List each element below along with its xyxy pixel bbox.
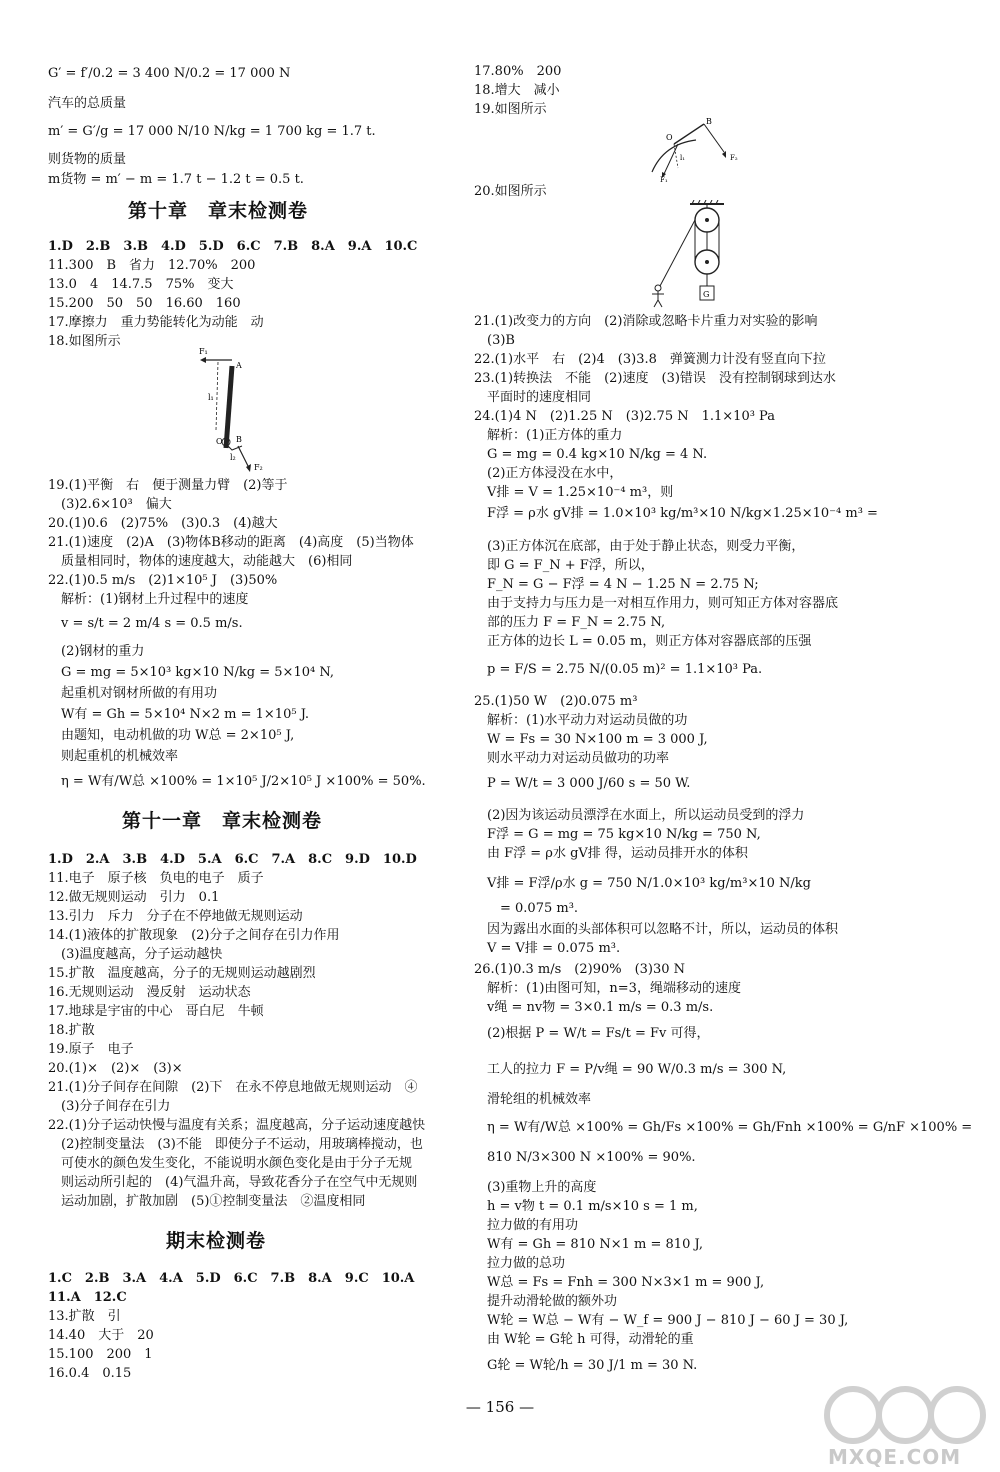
answer-line: 20.(1)0.6 (2)75% (3)0.3 (4)越大 [48, 516, 278, 531]
fig18-label: O [216, 437, 223, 446]
watermark-text: MXQE.COM [828, 1445, 962, 1469]
section-title-final: 期末检测卷 [166, 1230, 267, 1252]
answer-line: 即 G = F_N + F浮，所以， [474, 558, 654, 573]
answer-line: 由 W轮 = G轮 h 可得，动滑轮的重 [474, 1332, 694, 1347]
answer-line: G = mg = 5×10³ kg×10 N/kg = 5×10⁴ N, [48, 665, 334, 680]
answer-line: 24.(1)4 N (2)1.25 N (3)2.75 N 1.1×10³ Pa [474, 409, 775, 424]
answer-line: 16.0.4 0.15 [48, 1366, 132, 1381]
answer-line: h = v物 t = 0.1 m/s×10 s = 1 m, [474, 1199, 698, 1214]
answer-line: 解析：(1)钢材上升过程中的速度 [48, 592, 249, 607]
answer-line: (3)2.6×10³ 偏大 [48, 497, 172, 512]
answer-line: V排 = F浮/ρ水 g = 750 N/1.0×10³ kg/m³×10 N/kg [474, 876, 811, 891]
answer-line: 22.(1)分子运动快慢与温度有关系；温度越高，分子运动速度越快 [48, 1118, 426, 1133]
answer-line: (3)正方体沉在底部，由于处于静止状态，则受力平衡， [474, 539, 805, 554]
text-line: 汽车的总质量 [48, 96, 127, 111]
answer-line: W = Fs = 30 N×100 m = 3 000 J, [474, 732, 708, 747]
fig18-label: F₂ [254, 463, 263, 472]
answer-line: 平面时的速度相同 [474, 390, 592, 405]
answer-line: (3)重物上升的高度 [474, 1180, 597, 1195]
answer-line: 23.(1)转换法 不能 (2)速度 (3)错误 没有控制钢球到达水 [474, 371, 836, 386]
answer-line: (3)B [474, 333, 515, 348]
lever-figure-19 [644, 114, 754, 184]
text-line: m货物 = m′ − m = 1.7 t − 1.2 t = 0.5 t. [48, 172, 304, 187]
section-title-ch10: 第十章 章末检测卷 [128, 200, 309, 222]
answer-line: 由题知，电动机做的功 W总 = 2×10⁵ J, [48, 728, 295, 743]
fig18-label: l₂ [230, 453, 236, 462]
text-line: m′ = G′/g = 17 000 N/10 N/kg = 1 700 kg = 1.7 t. [48, 124, 376, 139]
answer-line: 1.C 2.B 3.A 4.A 5.D 6.C 7.B 8.A 9.C 10.A [48, 1271, 415, 1286]
answer-line: v绳 = nv物 = 3×0.1 m/s = 0.3 m/s. [474, 1000, 714, 1015]
answer-line: V排 = V = 1.25×10⁻⁴ m³，则 [474, 485, 674, 500]
answer-line: 则水平动力对运动员做功的功率 [474, 751, 670, 766]
answer-line: 16.无规则运动 漫反射 运动状态 [48, 985, 251, 1000]
lever-figure-18 [198, 346, 288, 474]
answer-line: 则起重机的机械效率 [48, 749, 179, 764]
answer-line: 14.40 大于 20 [48, 1328, 154, 1343]
answer-line: 17.80% 200 [474, 64, 562, 79]
answer-line: 19.如图所示 [474, 102, 547, 117]
answer-line: 15.200 50 50 16.60 160 [48, 296, 241, 311]
answer-line: η = W有/W总 ×100% = Gh/Fs ×100% = Gh/Fnh ×100% = G/nF ×100% = [474, 1120, 973, 1135]
answer-line: p = F/S = 2.75 N/(0.05 m)² = 1.1×10³ Pa. [474, 662, 763, 677]
answer-line: V = V排 = 0.075 m³. [474, 941, 621, 956]
answer-line: 19.(1)平衡 右 便于测量力臂 (2)等于 [48, 478, 288, 493]
answer-line: 17.地球是宇宙的中心 哥白尼 牛顿 [48, 1004, 264, 1019]
answer-line: 1.D 2.B 3.B 4.D 5.D 6.C 7.B 8.A 9.A 10.C [48, 239, 418, 254]
answer-line: 拉力做的总功 [474, 1256, 566, 1271]
answer-line: 正方体的边长 L = 0.05 m，则正方体对容器底部的压强 [474, 634, 812, 649]
answer-line: 18.增大 减小 [474, 83, 560, 98]
answer-line: G = mg = 0.4 kg×10 N/kg = 4 N. [474, 447, 708, 462]
answer-line: F浮 = ρ水 gV排 = 1.0×10³ kg/m³×10 N/kg×1.25×10⁻⁴ m³ = [474, 506, 878, 521]
fig19-label: F₂ [730, 154, 738, 162]
answer-line: 则运动所引起的 (4)气温升高，导致花香分子在空气中无规则 [48, 1175, 418, 1190]
answer-line: P = W/t = 3 000 J/60 s = 50 W. [474, 776, 691, 791]
answer-line: 26.(1)0.3 m/s (2)90% (3)30 N [474, 962, 686, 977]
answer-line: 13.0 4 14.7.5 75% 变大 [48, 277, 234, 292]
fig19-label: F₁ [660, 176, 668, 184]
answer-line: (3)温度越高，分子运动越快 [48, 947, 223, 962]
answer-line: (2)钢材的重力 [48, 644, 145, 659]
answer-line: v = s/t = 2 m/4 s = 0.5 m/s. [48, 616, 243, 631]
answer-line: 由 F浮 = ρ水 gV排 得，运动员排开水的体积 [474, 846, 748, 861]
answer-line: 提升动滑轮做的额外功 [474, 1294, 618, 1309]
answer-line: 21.(1)速度 (2)A (3)物体B移动的距离 (4)高度 (5)当物体 [48, 535, 414, 550]
answer-line: W轮 = W总 − W有 − W_f = 900 J − 810 J − 60 J = 30 J, [474, 1313, 849, 1328]
text-line: 则货物的质量 [48, 152, 127, 167]
fig20-label: G [703, 290, 710, 299]
answer-line: 部的压力 F = F_N = 2.75 N, [474, 615, 666, 630]
fig19-label: l₁ [680, 154, 686, 162]
answer-line: 21.(1)分子间存在间隙 (2)下 在永不停息地做无规则运动 ④ [48, 1080, 418, 1095]
answer-line: 解析：(1)由图可知，n=3，绳端移动的速度 [474, 981, 741, 996]
answer-line: 可使水的颜色发生变化，不能说明水颜色变化是由于分子无规 [48, 1156, 413, 1171]
section-title-ch11: 第十一章 章末检测卷 [122, 810, 323, 832]
answer-line: 15.100 200 1 [48, 1347, 153, 1362]
fig18-label: F₁ [199, 347, 208, 356]
answer-line: 18.如图所示 [48, 334, 121, 349]
answer-line: 1.D 2.A 3.B 4.D 5.A 6.C 7.A 8.C 9.D 10.D [48, 852, 417, 867]
fig18-label: l₁ [208, 393, 214, 402]
fig19-label: B [706, 117, 712, 126]
answer-line: 质量相同时，物体的速度越大，动能越大 (6)相同 [48, 554, 353, 569]
answer-line: = 0.075 m³. [474, 901, 579, 916]
pulley-figure-20 [644, 200, 754, 308]
answer-line: 由于支持力与压力是一对相互作用力，则可知正方体对容器底 [474, 596, 839, 611]
answer-line: 17.摩擦力 重力势能转化为动能 动 [48, 315, 264, 330]
answer-line: 解析：(1)水平动力对运动员做的功 [474, 713, 688, 728]
answer-line: 因为露出水面的头部体积可以忽略不计，所以，运动员的体积 [474, 922, 839, 937]
answer-line: 13.引力 斥力 分子在不停地做无规则运动 [48, 909, 303, 924]
answer-line: 拉力做的有用功 [474, 1218, 579, 1233]
answer-line: 22.(1)水平 右 (2)4 (3)3.8 弹簧测力计没有竖直向下拉 [474, 352, 826, 367]
answer-line: 运动加剧，扩散加剧 (5)①控制变量法 ②温度相同 [48, 1194, 366, 1209]
answer-line: 12.做无规则运动 引力 0.1 [48, 890, 220, 905]
answer-line: 810 N/3×300 N ×100% = 90%. [474, 1150, 696, 1165]
answer-line: 14.(1)液体的扩散现象 (2)分子之间存在引力作用 [48, 928, 340, 943]
page-number: — 156 — [465, 1398, 535, 1416]
fig19-label: O [666, 133, 673, 142]
text-line: G′ = f′/0.2 = 3 400 N/0.2 = 17 000 N [48, 66, 291, 81]
answer-line: 工人的拉力 F = P/v绳 = 90 W/0.3 m/s = 300 N, [474, 1062, 787, 1077]
fig18-label: A [236, 361, 242, 370]
answer-line: G轮 = W轮/h = 30 J/1 m = 30 N. [474, 1358, 698, 1373]
answer-line: (3)分子间存在引力 [48, 1099, 171, 1114]
answer-line: (2)正方体浸没在水中， [474, 466, 623, 481]
answer-line: 15.扩散 温度越高，分子的无规则运动越剧烈 [48, 966, 316, 981]
answer-line: 19.原子 电子 [48, 1042, 134, 1057]
answer-line: 21.(1)改变力的方向 (2)消除或忽略卡片重力对实验的影响 [474, 314, 818, 329]
answer-line: W有 = Gh = 810 N×1 m = 810 J, [474, 1237, 704, 1252]
answer-line: W有 = Gh = 5×10⁴ N×2 m = 1×10⁵ J. [48, 707, 310, 722]
answer-line: F_N = G − F浮 = 4 N − 1.25 N = 2.75 N; [474, 577, 759, 592]
answer-line: (2)因为该运动员漂浮在水面上，所以运动员受到的浮力 [474, 808, 805, 823]
answer-line: 11.A 12.C [48, 1290, 127, 1305]
answer-line: 起重机对钢材所做的有用功 [48, 686, 218, 701]
answer-line: 25.(1)50 W (2)0.075 m³ [474, 694, 638, 709]
answer-line: η = W有/W总 ×100% = 1×10⁵ J/2×10⁵ J ×100% = 50%. [48, 774, 426, 789]
answer-line: (2)根据 P = W/t = Fs/t = Fv 可得， [474, 1026, 710, 1041]
answer-line: 18.扩散 [48, 1023, 95, 1038]
answer-line: 滑轮组的机械效率 [474, 1092, 592, 1107]
answer-line: (2)控制变量法 (3)不能 即使分子不运动，用玻璃棒搅动，也 [48, 1137, 423, 1152]
answer-line: 20.(1)× (2)× (3)× [48, 1061, 183, 1076]
answer-line: 解析：(1)正方体的重力 [474, 428, 623, 443]
fig18-label: B [236, 435, 242, 444]
answer-line: 22.(1)0.5 m/s (2)1×10⁵ J (3)50% [48, 573, 278, 588]
answer-line: 20.如图所示 [474, 184, 547, 199]
answer-line: 13.扩散 引 [48, 1309, 121, 1324]
answer-line: 11.300 B 省力 12.70% 200 [48, 258, 256, 273]
answer-line: 11.电子 原子核 负电的电子 质子 [48, 871, 264, 886]
answer-line: W总 = Fs = Fnh = 300 N×3×1 m = 900 J, [474, 1275, 765, 1290]
answer-line: F浮 = G = mg = 75 kg×10 N/kg = 750 N, [474, 827, 761, 842]
